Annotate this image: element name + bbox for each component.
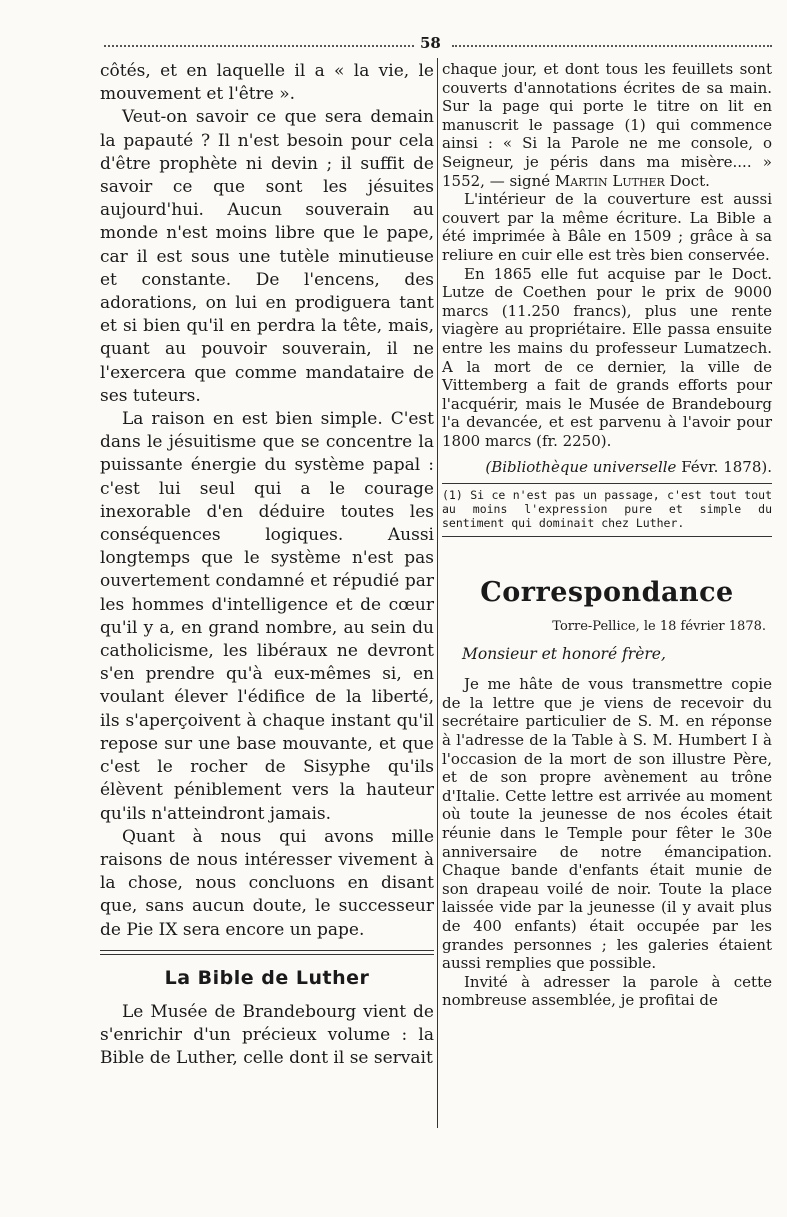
column-divider (437, 58, 438, 1128)
header-rule-left (104, 45, 414, 47)
paragraph: Quant à nous qui avons mille raisons de nous intéresser vivement à la chose, nous concluons en disant que, sans aucun doute, le successeur de Pie IX sera encore un pape. (100, 826, 434, 940)
left-column (100, 60, 434, 1070)
section-rule (442, 536, 772, 537)
correspondence-title: Correspondance (480, 577, 734, 609)
paragraph: L'intérieur de la couverture est aussi couvert par la même écriture. La Bible a été imprimée à Bâle en 1509 ; grâce à sa reliure en cuir elle est très bien conservée. (442, 190, 772, 264)
salutation: Monsieur et honoré frère, (462, 644, 666, 663)
paragraph: Invité à adresser la parole à cette nombreuse assemblée, je profitai de (442, 972, 772, 1010)
source-publication: (Bibliothèque universelle (485, 458, 677, 477)
dateline: Torre-Pellice, le 18 février 1878. (552, 619, 766, 635)
footnote-rule (442, 483, 772, 484)
paragraph (442, 60, 772, 190)
source-date: Févr. 1878). (676, 458, 772, 477)
paragraph: Le Musée de Brandebourg vient de s'enrichir d'un précieux volume : la Bible de Luther, celle dont il se servait (100, 1001, 434, 1069)
paragraph: Veut-on savoir ce que sera demain la papauté ? Il n'est besoin pour cela d'être prophète ni devin ; il suffit de savoir ce que sont les jésuites aujourd'hui. Aucun souverain au monde n'est moins libre que le pape, car il est sous une tutèle minutieuse et constante. De l'encens, des adorations, on lui en prodiguera tant et si bien qu'il en perdra la tête, mais, quant au pouvoir souverain, il ne l'exercera que comme mandataire de ses tuteurs. (100, 107, 434, 406)
source-citation (442, 458, 772, 477)
paragraph-text: chaque jour, et dont tous les feuillets sont couverts d'annotations écrites de sa main. Sur la page qui porte le titre on lit en manuscrit le passage (1) qui commence ainsi : « Si la Parole ne me console, o Seigneur, je péris dans ma misère.... » 1552, — signé (442, 60, 772, 190)
footnote: (1) Si ce n'est pas un passage, c'est tout tout au moins l'expression pure et simple du sentiment qui dominait chez Luther. (442, 488, 772, 531)
paragraph: côtés, et en laquelle il a « la vie, le mouvement et l'être ». (100, 61, 434, 105)
author-name: Martin Luther (554, 171, 665, 190)
paragraph: En 1865 elle fut acquise par le Doct. Lutze de Coethen pour le prix de 9000 marcs (11.250 francs), plus une rente viagère au propriétaire. Elle passa ensuite entre les mains du professeur Lumatzech. A la mort de ce dernier, la ville de Vittemberg a fait de grands efforts pour l'acquérir, mais le Musée de Brandebourg l'a devancée, et est parvenu à l'avoir pour 1800 marcs (fr. 2250). (442, 264, 772, 450)
paragraph: Je me hâte de vous transmettre copie de la lettre que je viens de recevoir du secrétaire particulier de S. M. en réponse à l'adresse de la Table à S. M. Humbert I à l'occasion de la mort de son illustre Père, et de son propre avènement au trône d'Italie. Cette lettre est arrivée au moment où toute la jeunesse de nos écoles était réunie dans le Temple pour fêter le 30e anniversaire de notre émancipation. Chaque bande d'enfants était munie de son drapeau voilé de noir. Toute la place laissée vide par la jeunesse (il y avait plus de 400 enfants) était occupée par les grandes personnes ; les galeries étaient aussi remplies que possible. (442, 675, 772, 973)
header-rule-right (452, 45, 772, 47)
paragraph: La raison en est bien simple. C'est dans le jésuitisme que se concentre la puissante énergie du système papal : c'est lui seul qui a le courage inexorable d'en déduire toutes les conséquences logiques. Aussi longtemps que le système n'est pas ouvertement condamné et répudié par les hommes d'intelligence et de cœur qu'il y a, en grand nombre, au sein du catholicisme, les libéraux ne devront s'en prendre qu'à eux-mêmes si, en voulant élever l'édifice de la liberté, ils s'aperçoivent à chaque instant qu'il repose sur une base mouvante, et que c'est le rocher de Sisyphe qu'ils élèvent péniblement vers la hauteur qu'ils n'atteindront jamais. (100, 409, 434, 824)
section-divider (100, 950, 434, 955)
page-header (104, 36, 772, 56)
page-number: 58 (420, 34, 441, 52)
right-column (442, 60, 772, 1010)
section-title: La Bible de Luther (164, 966, 370, 989)
author-suffix: Doct. (664, 171, 710, 190)
